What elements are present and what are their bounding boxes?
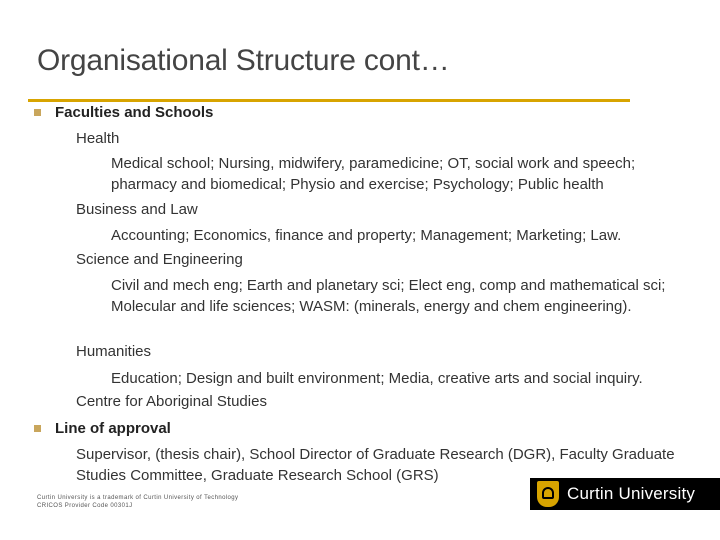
bullet-heading: Line of approval [55,420,171,437]
footer-cricos: CRICOS Provider Code 00301J [37,503,133,509]
line-of-approval-text: Supervisor, (thesis chair), School Director of Graduate Research (DGR), Faculty Graduate Studies Committee, Graduate Research School (GRS) [76,446,675,484]
curtin-logo [530,478,720,510]
group-humanities: Humanities [76,343,152,360]
group-aboriginal-studies: Centre for Aboriginal Studies [76,393,267,410]
group-humanities-detail: Education; Design and built environment; Media, creative arts and social inquiry. [111,370,643,387]
bullet-square-icon [34,109,41,116]
title-underline [28,99,630,102]
group-health-detail: Medical school; Nursing, midwifery, paramedicine; OT, social work and speech; pharmacy and biomedical; Physio and exercise; Psychology; Public health [111,155,636,193]
group-science-engineering-detail: Civil and mech eng; Earth and planetary sci; Elect eng, comp and mathematical sci; Molecular and life sciences; WASM: (minerals, energy and chem engineering). [111,277,666,315]
logo-text: Curtin University [567,484,696,503]
curtin-crest-icon [537,481,559,507]
slide-title: Organisational Structure cont… [37,44,450,77]
bullet-line-of-approval [34,420,171,437]
group-health: Health [76,130,120,147]
footer-trademark: Curtin University is a trademark of Curtin University of Technology [37,495,239,501]
bullet-faculties [34,104,213,121]
footer-note [37,494,238,510]
bullet-heading: Faculties and Schools [55,104,214,121]
group-business-law-detail: Accounting; Economics, finance and property; Management; Marketing; Law. [111,227,622,244]
group-science-engineering: Science and Engineering [76,251,243,268]
group-business-law: Business and Law [76,201,198,218]
bullet-square-icon [34,425,41,432]
